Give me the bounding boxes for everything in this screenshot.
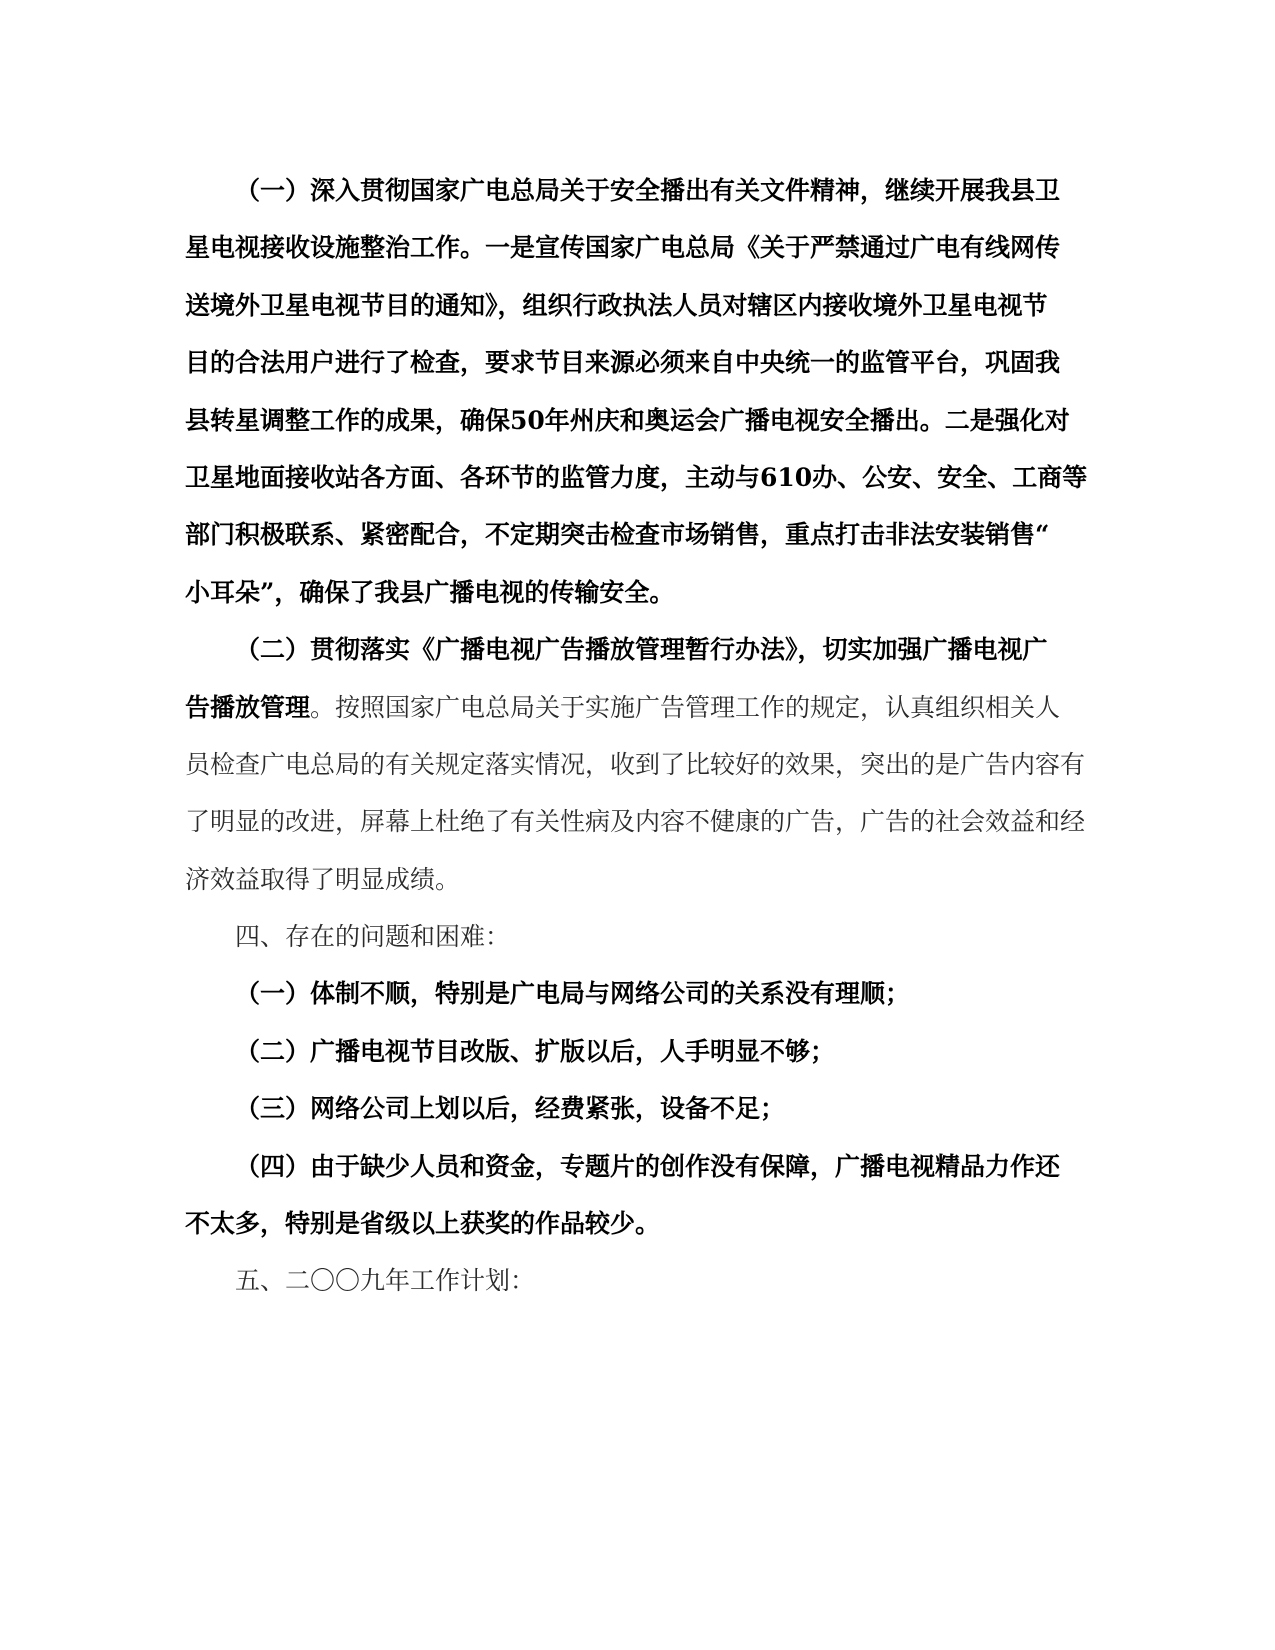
paragraph-2-bold-run: 告播放管理 xyxy=(185,692,311,722)
problem-item-3: （三）网络公司上划以后，经费紧张，设备不足； xyxy=(235,1094,786,1124)
problem-item-4-line-1: （四）由于缺少人员和资金，专题片的创作没有保障，广播电视精品力作还 xyxy=(235,1151,1061,1181)
paragraph-1-line-6: 卫星地面接收站各方面、各环节的监管力度，主动与610办、公安、安全、工商等 xyxy=(185,462,1088,492)
section-heading-plan: 五、二〇〇九年工作计划： xyxy=(235,1266,536,1296)
paragraph-1-line-7: 部门积极联系、紧密配合，不定期突击检查市场销售，重点打击非法安装销售“ xyxy=(185,520,1050,550)
paragraph-2-line-2 xyxy=(185,679,1090,736)
paragraph-2-line-3: 员检查广电总局的有关规定落实情况，收到了比较好的效果，突出的是广告内容有 xyxy=(185,749,1086,779)
paragraph-1-line-2: 星电视接收设施整治工作。一是宣传国家广电总局《关于严禁通过广电有线网传 xyxy=(185,233,1061,263)
section-heading-problems: 四、存在的问题和困难： xyxy=(235,922,511,952)
paragraph-2-line-1: （二）贯彻落实《广播电视广告播放管理暂行办法》，切实加强广播电视广 xyxy=(235,635,1048,665)
paragraph-1-line-3: 送境外卫星电视节目的通知》，组织行政执法人员对辖区内接收境外卫星电视节 xyxy=(185,290,1048,320)
problem-item-2: （二）广播电视节目改版、扩版以后，人手明显不够； xyxy=(235,1036,836,1066)
paragraph-2-light-run: 。按照国家广电总局关于实施广告管理工作的规定，认真组织相关人 xyxy=(310,692,1061,722)
paragraph-1-line-8: 小耳朵”，确保了我县广播电视的传输安全。 xyxy=(185,577,675,607)
problem-item-1: （一）体制不顺，特别是广电局与网络公司的关系没有理顺； xyxy=(235,979,911,1009)
paragraph-1-line-4: 目的合法用户进行了检查，要求节目来源必须来自中央统一的监管平台，巩固我 xyxy=(185,348,1061,378)
paragraph-2-line-4: 了明显的改进，屏幕上杜绝了有关性病及内容不健康的广告，广告的社会效益和经 xyxy=(185,807,1086,837)
paragraph-2-line-5: 济效益取得了明显成绩。 xyxy=(185,864,461,894)
paragraph-1-line-5: 县转星调整工作的成果，确保50年州庆和奥运会广播电视安全播出。二是强化对 xyxy=(185,405,1070,435)
paragraph-1-line-1: （一）深入贯彻国家广电总局关于安全播出有关文件精神，继续开展我县卫 xyxy=(235,176,1061,205)
problem-item-4-line-2: 不太多，特别是省级以上获奖的作品较少。 xyxy=(185,1209,661,1239)
document-body xyxy=(185,162,1090,1310)
